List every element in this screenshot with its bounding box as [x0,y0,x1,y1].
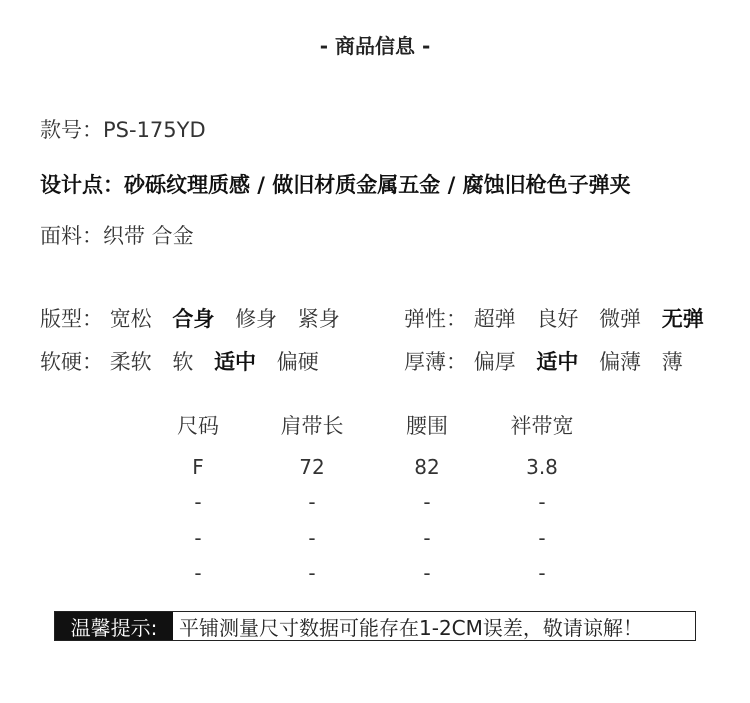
fit-option: 合身 [172,307,215,331]
spec-cell: - [538,526,546,550]
hardness-option: 偏硬 [276,350,319,374]
fit-option: 紧身 [297,307,340,331]
model-number-value: PS-175YD [103,118,206,142]
spec-cell: - [423,490,431,514]
spec-cell: F [192,455,204,479]
spec-cell: 72 [299,455,325,479]
design-points-value: 砂砾纹理质感 / 做旧材质金属五金 / 腐蚀旧枪色子弹夹 [124,173,631,197]
spec-cell: - [423,561,431,585]
material-label: 面料： [40,224,103,248]
thickness-row [404,346,697,376]
elasticity-option: 良好 [536,307,579,331]
spec-cell: - [538,561,546,585]
spec-cell: - [194,526,202,550]
model-number-row [40,114,206,144]
elasticity-option: 微弹 [599,307,642,331]
elasticity-row [404,303,718,333]
model-number-label: 款号： [40,118,103,142]
tip-text: 平铺测量尺寸数据可能存在1-2CM误差，敬请谅解！ [179,615,643,640]
spec-header-size: 尺码 [177,414,219,438]
fit-option: 修身 [235,307,278,331]
hardness-label: 软硬： [40,350,103,374]
section-title: - 商品信息 - [319,34,431,58]
hardness-option: 柔软 [109,350,152,374]
fit-option: 宽松 [109,307,152,331]
spec-header-strap-length: 肩带长 [280,414,344,438]
tip-banner [54,611,696,641]
design-points-row [40,169,631,199]
thickness-option: 适中 [536,350,579,374]
hardness-option: 适中 [214,350,257,374]
spec-cell: - [308,561,316,585]
tip-label: 温馨提示: [55,612,173,640]
spec-cell: - [308,490,316,514]
spec-cell: - [538,490,546,514]
spec-cell: 82 [414,455,440,479]
elasticity-option: 超弹 [473,307,516,331]
fit-row [40,303,354,333]
thickness-option: 薄 [661,350,683,374]
spec-cell: - [423,526,431,550]
elasticity-option: 无弹 [661,307,704,331]
thickness-label: 厚薄： [404,350,467,374]
hardness-option: 软 [172,350,194,374]
spec-cell: - [194,561,202,585]
elasticity-label: 弹性： [404,307,467,331]
hardness-row [40,346,333,376]
thickness-option: 偏薄 [599,350,642,374]
spec-cell: - [308,526,316,550]
spec-header-waist: 腰围 [406,414,448,438]
fit-label: 版型： [40,307,103,331]
spec-cell: - [194,490,202,514]
thickness-option: 偏厚 [473,350,516,374]
spec-header-loop-width: 袢带宽 [510,414,574,438]
spec-cell: 3.8 [526,455,558,479]
material-row [40,220,194,250]
material-value: 织带 合金 [103,224,194,248]
design-points-label: 设计点： [40,173,124,197]
